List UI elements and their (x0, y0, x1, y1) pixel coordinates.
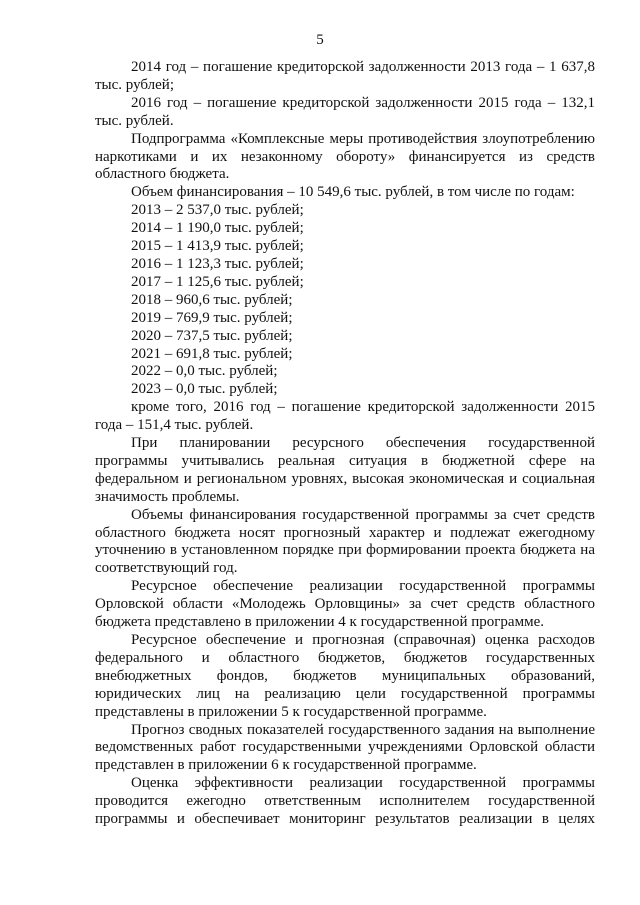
document-body (95, 59, 595, 829)
list-item: 2019 – 769,9 тыс. рублей; (131, 309, 293, 326)
list-item: 2021 – 691,8 тыс. рублей; (131, 345, 293, 362)
paragraph-appendix-5: Ресурсное обеспечение и прогнозная (справочная) оценка расходов федерального и областного бюджетов, бюджетов государственных внебюджетных фондов, бюджетов муниципальных образований, юридических лиц на реализацию цели государственной программы представлены в приложении 5 к государственной программе. (95, 632, 595, 720)
paragraph-subprogram: Подпрограмма «Комплексные меры противодействия злоупотреблению наркотиками и их незаконному обороту» финансируется из средств областного бюджета. (95, 130, 595, 183)
paragraph-planning: При планировании ресурсного обеспечения государственной программы учитывались реальная ситуация в бюджетной сфере на федеральном и региональном уровнях, высокая экономическая и социальная значимость проблемы. (95, 435, 595, 505)
list-item: 2014 – 1 190,0 тыс. рублей; (131, 220, 304, 237)
list-item: 2022 – 0,0 тыс. рублей; (131, 363, 278, 380)
list-item: 2023 – 0,0 тыс. рублей; (131, 381, 278, 398)
page-number: 5 (316, 32, 324, 48)
funding-by-year-list (95, 202, 595, 399)
paragraph-forecast-volumes: Объемы финансирования государственной программы за счет средств областного бюджета носят прогнозный характер и подлежат ежегодному уточнению в установленном порядке при формировании проекта бюджета на соответствующий год. (95, 506, 595, 577)
list-item: 2017 – 1 125,6 тыс. рублей; (131, 273, 304, 290)
paragraph-funding-volume: Объем финансирования – 10 549,6 тыс. рублей, в том числе по годам: (131, 184, 575, 201)
paragraph-appendix-6: Прогноз сводных показателей государственного задания на выполнение ведомственных работ государственными учреждениями Орловской области представлен в приложении 6 к государственной программе. (95, 721, 595, 774)
paragraph-debt-2014: 2014 год – погашение кредиторской задолженности 2013 года – 1 637,8 тыс. рублей; (95, 59, 595, 93)
list-item: 2018 – 960,6 тыс. рублей; (131, 291, 293, 308)
list-item: 2016 – 1 123,3 тыс. рублей; (131, 255, 304, 272)
paragraph-debt-2016: 2016 год – погашение кредиторской задолженности 2015 года – 132,1 тыс. рублей. (95, 94, 595, 129)
paragraph-additional-debt: кроме того, 2016 год – погашение кредиторской задолженности 2015 года – 151,4 тыс. рублей. (95, 399, 595, 434)
paragraph-efficiency: Оценка эффективности реализации государственной программы проводится ежегодно ответственным исполнителем государственной программы и обеспечивает мониторинг результатов реализации в целях (95, 775, 595, 828)
list-item: 2015 – 1 413,9 тыс. рублей; (131, 238, 304, 255)
list-item: 2020 – 737,5 тыс. рублей; (131, 327, 293, 344)
paragraph-appendix-4: Ресурсное обеспечение реализации государственной программы Орловской области «Молодежь Орловщины» за счет средств областного бюджета представлено в приложении 4 к государственной программе. (95, 578, 595, 631)
list-item: 2013 – 2 537,0 тыс. рублей; (131, 202, 304, 219)
